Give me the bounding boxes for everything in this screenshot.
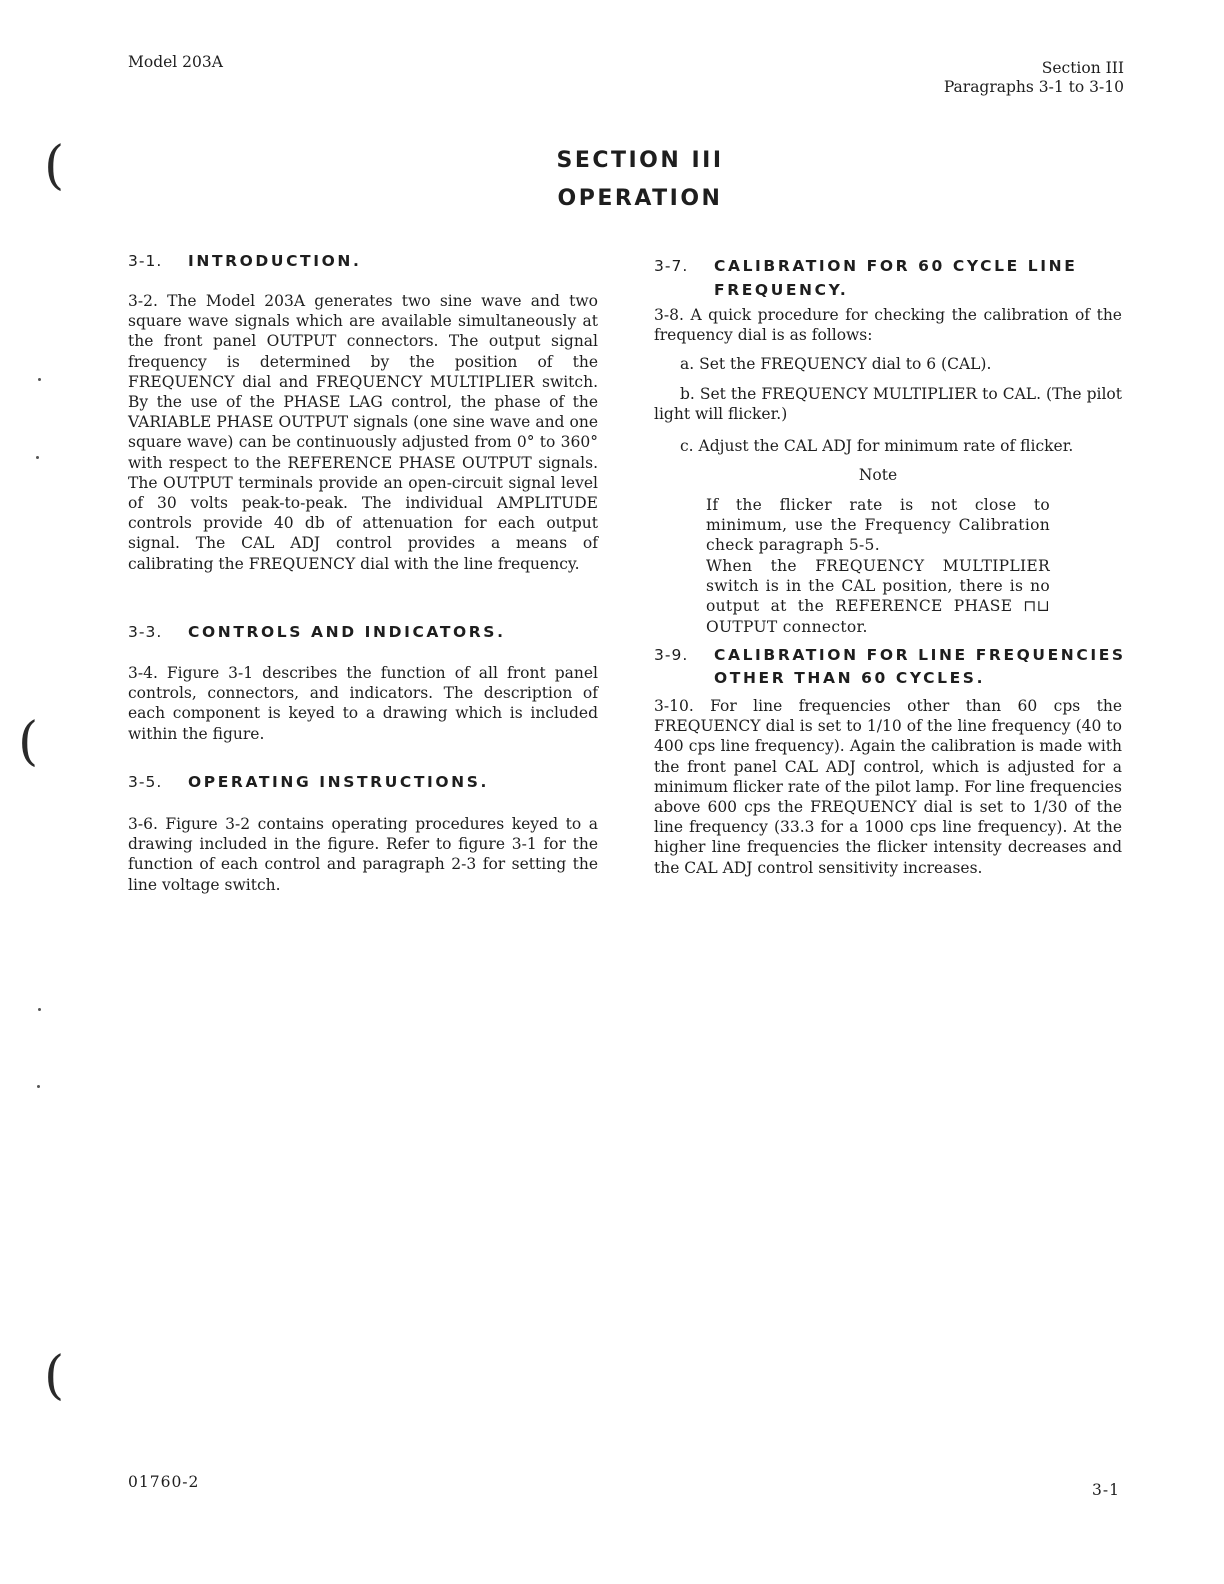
scan-speck	[38, 1008, 41, 1011]
page-number: 3-1	[1092, 1481, 1120, 1499]
header-paragraphs: Paragraphs 3-1 to 3-10	[943, 78, 1124, 96]
heading-text: CONTROLS AND INDICATORS.	[188, 623, 506, 641]
section-title: SECTION III	[556, 148, 724, 173]
paragraph-3-4: 3-4. Figure 3-1 describes the function of all front panel controls, connectors, and indicators. The description of each component is keyed to a drawing which is included within the figure.	[128, 664, 598, 743]
scan-speck	[37, 1085, 40, 1088]
heading-number: 3-7.	[654, 257, 689, 275]
heading-introduction	[128, 249, 361, 273]
paragraph-3-10: 3-10. For line frequencies other than 60 cps the FREQUENCY dial is set to 1/10 of the line frequency (40 to 400 cps line frequency). Again the calibration is made with the front panel CAL ADJ control, which is adjusted for a minimum flicker rate of the pilot lamp. For line frequencies above 600 cps the FREQUENCY dial is set to 1/30 of the line frequency (33.3 for a 1000 cps line frequency). At the higher line frequencies the flicker intensity decreases and the CAL ADJ control sensitivity increases.	[654, 697, 1122, 877]
step-c: c. Adjust the CAL ADJ for minimum rate of flicker.	[680, 437, 1074, 455]
binder-mark-middle: (	[18, 712, 39, 772]
header-model: Model 203A	[128, 53, 223, 71]
binder-mark-top: (	[44, 136, 65, 196]
heading-text: OPERATING INSTRUCTIONS.	[188, 773, 489, 791]
heading-number: 3-5.	[128, 773, 163, 791]
note-text-2: When the FREQUENCY MULTIPLIER switch is in the CAL position, there is no output at the REFERENCE PHASE ⊓⊔ OUTPUT connector.	[706, 557, 1050, 636]
heading-text: CALIBRATION FOR 60 CYCLE LINE	[714, 257, 1078, 275]
paragraph-3-8: 3-8. A quick procedure for checking the calibration of the frequency dial is as follows:	[654, 306, 1122, 345]
scan-speck	[36, 456, 39, 459]
binder-mark-bottom: (	[44, 1346, 65, 1406]
heading-number: 3-9.	[654, 646, 689, 664]
step-a: a. Set the FREQUENCY dial to 6 (CAL).	[680, 355, 992, 373]
scan-speck	[38, 378, 41, 381]
heading-number: 3-1.	[128, 252, 163, 270]
step-b: b. Set the FREQUENCY MULTIPLIER to CAL. (The pilot light will flicker.)	[654, 385, 1122, 424]
heading-calibration-60-cycle-cont: FREQUENCY.	[714, 281, 849, 299]
heading-calibration-60-cycle	[654, 254, 1077, 278]
document-number: 01760-2	[128, 1473, 200, 1491]
heading-text: CALIBRATION FOR LINE FREQUENCIES	[714, 646, 1126, 664]
heading-operating-instructions	[128, 770, 489, 794]
heading-number: 3-3.	[128, 623, 163, 641]
paragraph-3-2: 3-2. The Model 203A generates two sine wave and two square wave signals which are available simultaneously at the front panel OUTPUT connectors. The output signal frequency is determined by the position of the FREQUENCY dial and FREQUENCY MULTIPLIER switch. By the use of the PHASE LAG control, the phase of the VARIABLE PHASE OUTPUT signals (one sine wave and one square wave) can be continuously adjusted from 0° to 360° with respect to the REFERENCE PHASE OUTPUT signals. The OUTPUT terminals provide an open-circuit signal level of 30 volts peak-to-peak. The individual AMPLITUDE controls provide 40 db of attenuation for each output signal. The CAL ADJ control provides a means of calibrating the FREQUENCY dial with the line frequency.	[128, 292, 598, 573]
header-section: Section III	[1041, 59, 1124, 77]
section-subtitle: OPERATION	[557, 186, 723, 211]
heading-text: INTRODUCTION.	[188, 252, 362, 270]
heading-calibration-other-frequencies-cont: OTHER THAN 60 CYCLES.	[714, 669, 986, 687]
heading-calibration-other-frequencies	[654, 643, 1126, 667]
heading-controls-indicators	[128, 620, 506, 644]
note-text-1: If the flicker rate is not close to minimum, use the Frequency Calibration check paragraph 5-5.	[706, 496, 1050, 555]
note-title: Note	[858, 466, 898, 484]
paragraph-3-6: 3-6. Figure 3-2 contains operating procedures keyed to a drawing included in the figure. Refer to figure 3-1 for the function of each control and paragraph 2-3 for setting the line voltage switch.	[128, 815, 598, 894]
